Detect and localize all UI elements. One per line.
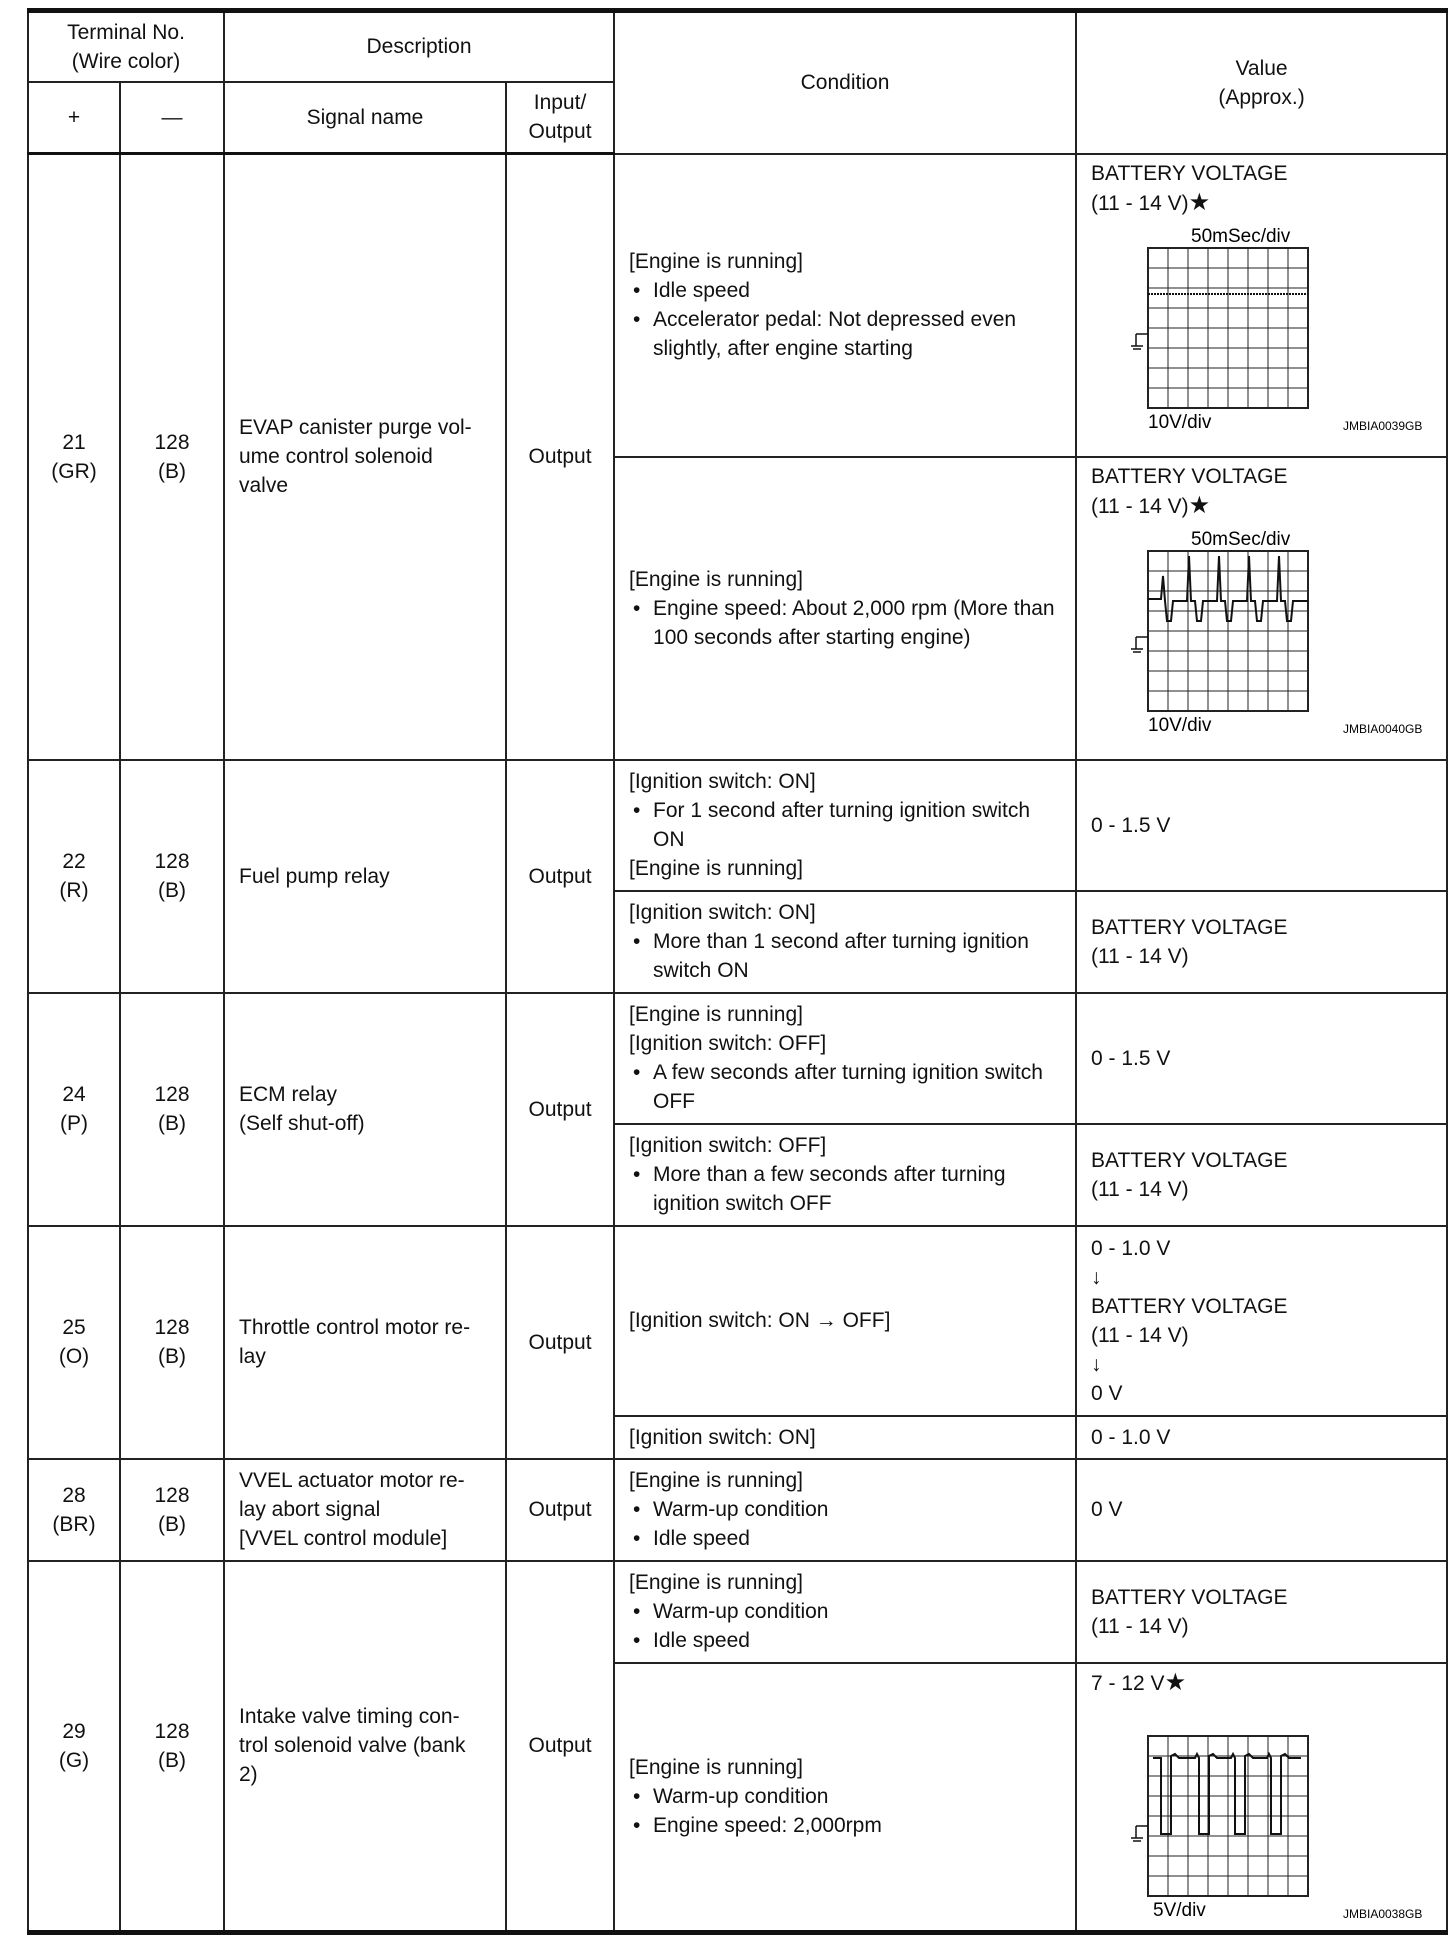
ecm-terminal-table [27, 8, 1448, 1935]
value-line: (11 - 14 V) [1091, 1323, 1189, 1347]
signal-line: lay [239, 1345, 266, 1368]
value-line: (11 - 14 V) [1091, 1614, 1189, 1638]
star-icon: ★ [1188, 491, 1211, 519]
signal-name-25 [224, 1226, 506, 1459]
signal-line: Throttle control motor re- [239, 1316, 471, 1339]
value-28: 0 V [1076, 1459, 1447, 1561]
down-arrow-icon: ↓ [1091, 1352, 1102, 1376]
terminal-number: 22 [62, 850, 86, 873]
value-text: (11 - 14 V) [1091, 494, 1189, 518]
condition-bullet: • Warm-up condition [629, 1597, 1063, 1626]
signal-name-29 [224, 1561, 506, 1933]
star-icon: ★ [1164, 1668, 1187, 1696]
wire-color: (P) [60, 1112, 88, 1135]
condition-line: [Ignition switch: ON] [629, 770, 816, 793]
wire-color: (B) [158, 1345, 186, 1368]
condition-22b [614, 891, 1076, 993]
condition-bullet: • Idle speed [629, 1524, 1063, 1553]
header-minus: — [120, 82, 224, 154]
wire-color: (O) [58, 1345, 90, 1368]
header-plus: + [28, 82, 120, 154]
signal-line: valve [239, 474, 289, 498]
condition-line: [Engine is running] [629, 1003, 803, 1026]
condition-bullet: • More than 1 second after turning ignition switch ON [629, 927, 1063, 985]
condition-24b [614, 1124, 1076, 1226]
wire-color: (B) [158, 879, 186, 902]
signal-line: 2) [239, 1763, 258, 1787]
terminal-number: 128 [154, 1719, 190, 1743]
terminal-no-label: Terminal No. [67, 20, 185, 44]
terminal-number: 29 [62, 1719, 86, 1743]
value-line: BATTERY VOLTAGE [1091, 1294, 1288, 1318]
header-signal-name: Signal name [224, 82, 506, 154]
header-row-1 [28, 11, 1447, 82]
scope-graphic [1091, 1698, 1431, 1926]
value-line: BATTERY VOLTAGE [1091, 464, 1288, 488]
condition-line: [Ignition switch: ON] [629, 901, 816, 924]
signal-line: EVAP canister purge vol- [239, 416, 472, 440]
value-22a: 0 - 1.5 V [1076, 760, 1447, 891]
io-28: Output [506, 1459, 614, 1561]
condition-28 [614, 1459, 1076, 1561]
output-label: Output [528, 120, 592, 144]
condition-bullet: • Accelerator pedal: Not depressed even slightly, after engine starting [629, 305, 1063, 363]
terminal-number: 128 [154, 1083, 190, 1106]
condition-bullet: • Idle speed [629, 1626, 1063, 1655]
signal-name-24 [224, 993, 506, 1226]
wire-color: (B) [158, 1512, 186, 1536]
value-line [1091, 188, 1436, 218]
condition-line: [Engine is running] [629, 567, 803, 591]
wire-color-label: (Wire color) [71, 49, 181, 73]
value-line: (11 - 14 V) [1091, 1177, 1189, 1201]
table-row [28, 1226, 1447, 1416]
figure-code: JMBIA0040GB [1343, 721, 1423, 736]
terminal-number: 128 [154, 850, 190, 873]
condition-25a [614, 1226, 1076, 1416]
terminal-plus-29 [28, 1561, 120, 1933]
io-25: Output [506, 1226, 614, 1459]
condition-line: [Ignition switch: ON → OFF] [629, 1309, 891, 1332]
table-row [28, 760, 1447, 891]
header-condition: Condition [614, 11, 1076, 154]
value-line: (11 - 14 V) [1091, 944, 1189, 968]
condition-line: [Engine is running] [629, 857, 803, 880]
header-input-output [506, 82, 614, 154]
signal-line: (Self shut-off) [239, 1112, 365, 1135]
terminal-plus-28 [28, 1459, 120, 1561]
terminal-minus-25 [120, 1226, 224, 1459]
scope-graphic [1091, 218, 1431, 454]
terminal-minus-28 [120, 1459, 224, 1561]
value-text: 7 - 12 V [1091, 1671, 1165, 1695]
scope-graphic [1091, 521, 1431, 757]
terminal-number: 128 [154, 1316, 190, 1339]
terminal-table-sheet [27, 8, 1446, 1938]
condition-29a [614, 1561, 1076, 1663]
value-line: 0 V [1091, 1381, 1123, 1405]
terminal-minus-29 [120, 1561, 224, 1933]
terminal-plus-21 [28, 154, 120, 760]
value-25a [1076, 1226, 1447, 1416]
figure-code: JMBIA0038GB [1343, 1906, 1423, 1921]
signal-name-21 [224, 154, 506, 760]
condition-line: [Engine is running] [629, 1469, 803, 1492]
value-line [1091, 491, 1436, 521]
ground-icon [1131, 334, 1148, 349]
value-line: BATTERY VOLTAGE [1091, 1148, 1288, 1172]
table-row [28, 154, 1447, 457]
condition-bullet: • A few seconds after turning ignition switch OFF [629, 1058, 1063, 1116]
condition-21a [614, 154, 1076, 457]
table-row [28, 1561, 1447, 1663]
header-value [1076, 11, 1447, 154]
signal-line: VVEL actuator motor re- [239, 1469, 465, 1492]
terminal-number: 25 [62, 1316, 86, 1339]
terminal-number: 21 [62, 430, 86, 454]
terminal-plus-22 [28, 760, 120, 993]
terminal-plus-25 [28, 1226, 120, 1459]
condition-bullet: • For 1 second after turning ignition switch ON [629, 796, 1063, 854]
terminal-minus-22 [120, 760, 224, 993]
signal-line: ume control solenoid [239, 445, 433, 469]
wire-color: (B) [158, 1112, 186, 1135]
value-22b [1076, 891, 1447, 993]
io-29: Output [506, 1561, 614, 1933]
wire-color: (BR) [52, 1512, 96, 1536]
scope-grid [1148, 248, 1308, 408]
value-24b [1076, 1124, 1447, 1226]
header-description: Description [224, 11, 614, 82]
down-arrow-icon: ↓ [1091, 1265, 1102, 1289]
wire-color: (G) [58, 1748, 90, 1772]
condition-25b: [Ignition switch: ON] [614, 1416, 1076, 1459]
oscilloscope-waveform [1091, 218, 1451, 450]
condition-line: [Engine is running] [629, 250, 803, 273]
scope-time-label: 50mSec/div [1191, 528, 1291, 550]
ground-icon [1131, 1826, 1148, 1841]
value-label: Value [1235, 56, 1288, 80]
scope-volt-label: 10V/div [1148, 411, 1212, 433]
terminal-plus-24 [28, 993, 120, 1226]
value-line: BATTERY VOLTAGE [1091, 915, 1288, 939]
approx-label: (Approx.) [1218, 85, 1305, 109]
condition-line: [Ignition switch: OFF] [629, 1032, 827, 1055]
terminal-number: 128 [154, 1483, 190, 1507]
terminal-minus-24 [120, 993, 224, 1226]
signal-line: Intake valve timing con- [239, 1705, 460, 1729]
wire-color: (B) [158, 1748, 186, 1772]
scope-time-label: 50mSec/div [1191, 225, 1291, 247]
ground-icon [1131, 637, 1148, 652]
wire-color: (B) [158, 459, 186, 483]
scope-grid [1148, 551, 1308, 711]
table-row [28, 1459, 1447, 1561]
condition-line: [Ignition switch: OFF] [629, 1134, 827, 1157]
wire-color: (R) [59, 879, 89, 902]
value-21b [1076, 457, 1447, 760]
value-24a: 0 - 1.5 V [1076, 993, 1447, 1124]
signal-line: trol solenoid valve (bank [239, 1734, 466, 1758]
figure-code: JMBIA0039GB [1343, 418, 1423, 433]
terminal-minus-21 [120, 154, 224, 760]
condition-22a [614, 760, 1076, 891]
value-25b: 0 - 1.0 V [1076, 1416, 1447, 1459]
signal-line: ECM relay [239, 1083, 338, 1106]
terminal-number: 24 [62, 1083, 86, 1106]
condition-bullet: • Engine speed: 2,000rpm [629, 1811, 1063, 1840]
scope-volt-label: 5V/div [1153, 1899, 1206, 1921]
signal-line: [VVEL control module] [239, 1527, 448, 1550]
value-line [1091, 1668, 1436, 1698]
wire-color: (GR) [51, 459, 97, 483]
terminal-number: 28 [62, 1483, 86, 1507]
signal-line: lay abort signal [239, 1498, 381, 1521]
condition-bullet: • Engine speed: About 2,000 rpm (More than 100 seconds after starting engine) [629, 594, 1063, 652]
signal-name-28 [224, 1459, 506, 1561]
condition-line: [Engine is running] [629, 1756, 803, 1780]
star-icon: ★ [1188, 188, 1211, 216]
signal-name-22: Fuel pump relay [224, 760, 506, 993]
value-29a [1076, 1561, 1447, 1663]
oscilloscope-waveform [1091, 521, 1451, 753]
io-24: Output [506, 993, 614, 1226]
table-row [28, 993, 1447, 1124]
condition-bullet: • Warm-up condition [629, 1495, 1063, 1524]
value-line: BATTERY VOLTAGE [1091, 161, 1288, 185]
value-29b [1076, 1663, 1447, 1933]
input-label: Input/ [533, 91, 587, 115]
value-line: BATTERY VOLTAGE [1091, 1585, 1288, 1609]
waveform-line [1153, 1754, 1301, 1834]
value-text: (11 - 14 V) [1091, 191, 1189, 215]
value-line: 0 - 1.0 V [1091, 1236, 1171, 1260]
value-21a [1076, 154, 1447, 457]
condition-bullet: • Warm-up condition [629, 1782, 1063, 1811]
io-22: Output [506, 760, 614, 993]
condition-21b [614, 457, 1076, 760]
condition-bullet: • More than a few seconds after turning ignition switch OFF [629, 1160, 1063, 1218]
scope-volt-label: 10V/div [1148, 714, 1212, 736]
condition-24a [614, 993, 1076, 1124]
io-21: Output [506, 154, 614, 760]
condition-line: [Engine is running] [629, 1571, 803, 1594]
header-terminal-no [28, 11, 224, 82]
oscilloscope-waveform [1091, 1698, 1451, 1924]
condition-29b [614, 1663, 1076, 1933]
condition-bullet: • Idle speed [629, 276, 1063, 305]
terminal-number: 128 [154, 430, 190, 454]
